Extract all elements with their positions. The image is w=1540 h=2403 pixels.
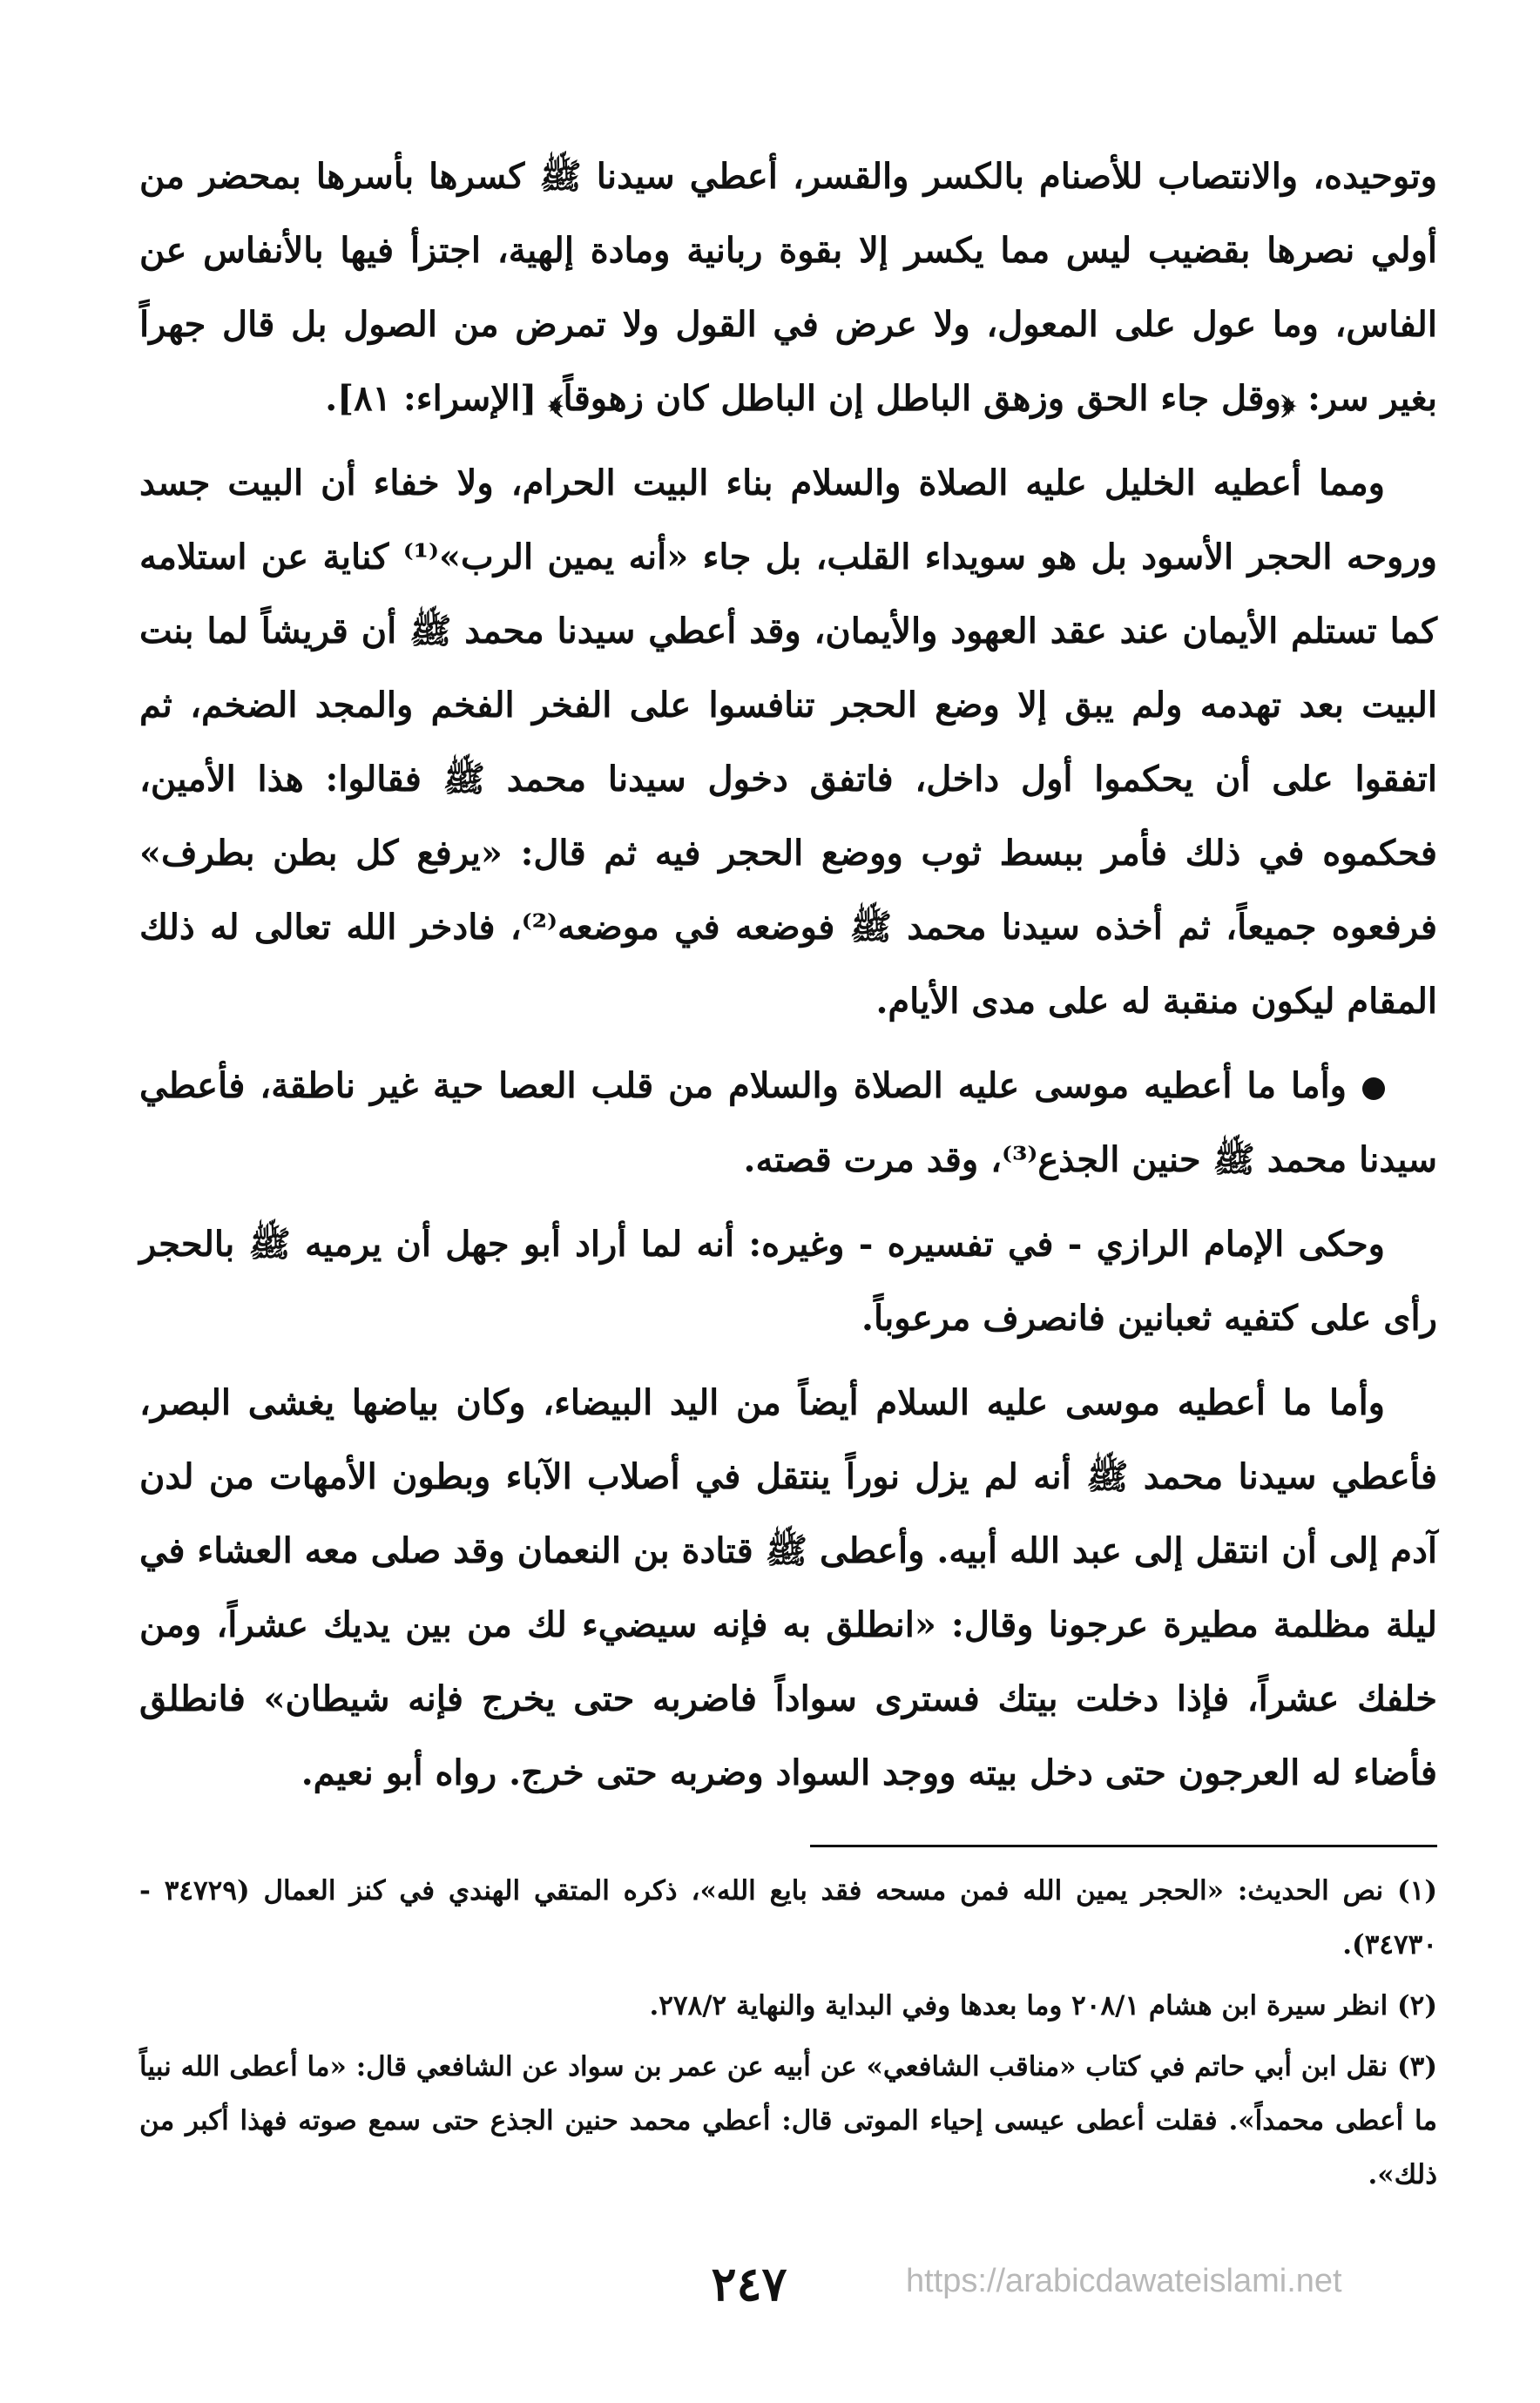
footnote-3: (٣) نقل ابن أبي حاتم في كتاب «مناقب الشافعي» عن أبيه عن عمر بن سواد عن الشافعي قال: «ما أعطى الله نبياً ما أعطى محمداً». فقلت أعطى عيسى إحياء الموتى قال: أعطي محمد حنين الجذع حتى سمع صوته فهذا أكبر من ذلك». — [139, 2051, 1437, 2190]
bullet-icon — [1362, 1077, 1385, 1100]
watermark-url: https://arabicdawateislami.net — [906, 2263, 1342, 2299]
paragraph-2: ومما أعطيه الخليل عليه الصلاة والسلام بناء البيت الحرام، ولا خفاء أن البيت جسد وروحه الحجر الأسود بل هو سويداء القلب، بل جاء «أنه يمين الرب»⁽¹⁾ كناية عن استلامه كما تستلم الأيمان عند عقد العهود والأيمان، وقد أعطي سيدنا محمد ﷺ أن قريشاً لما بنت البيت بعد تهدمه ولم يبق إلا وضع الحجر تنافسوا على الفخر الفخم والمجد الضخم، ثم اتفقوا على أن يحكموا أول داخل، فاتفق دخول سيدنا محمد ﷺ فقالوا: هذا الأمين، فحكموه في ذلك فأمر ببسط ثوب ووضع الحجر فيه ثم قال: «يرفع كل بطن بطرف» فرفعوه جميعاً، ثم أخذه سيدنا محمد ﷺ فوضعه في موضعه⁽²⁾، فادخر الله تعالى له ذلك المقام ليكون منقبة له على مدى الأيام. — [139, 462, 1438, 1022]
footnotes — [139, 1864, 1437, 2209]
paragraph-3 — [139, 1049, 1437, 1197]
paragraph-1: وتوحيده، والانتصاب للأصنام بالكسر والقسر، أعطي سيدنا ﷺ كسرها بأسرها بمحضر من أولي نصرها بقضيب ليس مما يكسر إلا بقوة ربانية ومادة إلهية، اجتزأ فيها بالأنفاس عن الفاس، وما عول على المعول، ولا عرض في القول ولا تمرض من الصول بل قال جهراً بغير سر: ﴿وقل جاء الحق وزهق الباطل إن الباطل كان زهوقاً﴾ [الإسراء: ٨١]. — [139, 156, 1437, 419]
paragraph-3-text: وأما ما أعطيه موسى عليه الصلاة والسلام من قلب العصا حية غير ناطقة، فأعطي سيدنا محمد ﷺ حنين الجذع⁽³⁾، وقد مرت قصته. — [139, 1065, 1437, 1180]
footnote-2: (٢) انظر سيرة ابن هشام ٢٠٨/١ وما بعدها وفي البداية والنهاية ٢٧٨/٢. — [649, 1990, 1437, 2022]
main-text — [139, 139, 1437, 1820]
paragraph-5: وأما ما أعطيه موسى عليه السلام أيضاً من اليد البيضاء، وكان بياضها يغشى البصر، فأعطي سيدنا محمد ﷺ أنه لم يزل نوراً ينتقل في أصلاب الآباء وبطون الأمهات من لدن آدم إلى أن انتقل إلى عبد الله أبيه. وأعطى ﷺ قتادة بن النعمان وقد صلى معه العشاء في ليلة مظلمة مطيرة عرجونا وقال: «انطلق به فإنه سيضيء لك من بين يديك عشراً، ومن خلفك عشراً، فإذا دخلت بيتك فسترى سواداً فاضربه حتى يخرج فإنه شيطان» فانطلق فأضاء له العرجون حتى دخل بيته ووجد السواد وضربه حتى خرج. رواه أبو نعيم. — [139, 1382, 1437, 1793]
footnote-1: (١) نص الحديث: «الحجر يمين الله فمن مسحه فقد بايع الله»، ذكره المتقي الهندي في كنز العمال (٣٤٧٢٩ - ٣٤٧٣٠). — [139, 1875, 1437, 1961]
page-number: ٢٤٧ — [711, 2256, 787, 2312]
paragraph-4: وحكى الإمام الرازي - في تفسيره - وغيره: أنه لما أراد أبو جهل أن يرميه ﷺ بالحجر رأى على كتفيه ثعبانين فانصرف مرعوباً. — [139, 1224, 1437, 1339]
footnote-divider — [810, 1845, 1437, 1847]
